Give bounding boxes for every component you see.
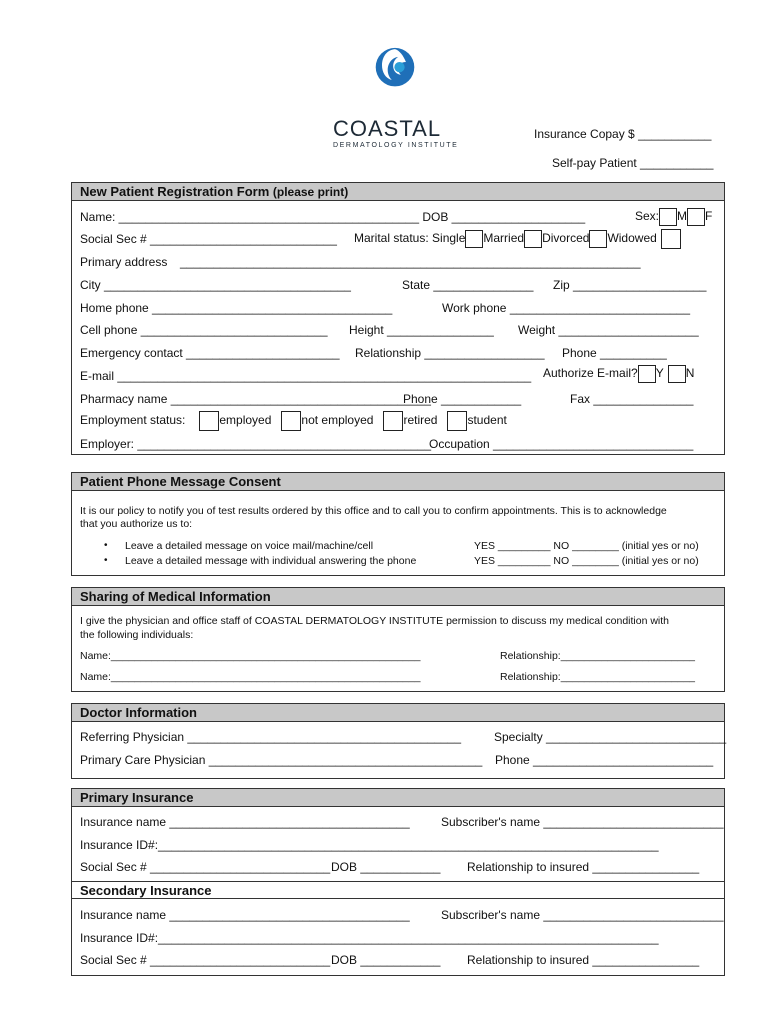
secondary-subscriber-field[interactable]: Subscriber's name ___________________________	[441, 908, 724, 922]
home-phone-field[interactable]: Home phone ____________________________________	[80, 301, 393, 315]
sharing-paragraph-line1: I give the physician and office staff of COASTAL DERMATOLOGY INSTITUTE permission to discuss my medical condition with	[80, 615, 670, 627]
marital-label: Marital status: Single	[354, 231, 466, 246]
widowed-label: Widowed	[607, 231, 657, 246]
logo-subtitle: DERMATOLOGY INSTITUTE	[333, 142, 459, 149]
authorize-email-label: Authorize E-mail?	[543, 366, 638, 381]
authorize-email-group	[543, 365, 694, 383]
occupation-field[interactable]: Occupation ______________________________	[429, 437, 694, 451]
coastal-logo-mark	[330, 44, 460, 116]
zip-field[interactable]: Zip ____________________	[553, 278, 707, 292]
sharing-section	[71, 587, 725, 692]
sharing-name-field-2[interactable]: Name:_____________________________________________________	[80, 671, 421, 683]
retired-checkbox[interactable]	[383, 411, 403, 431]
pharmacy-name-field[interactable]: Pharmacy name _______________________________________	[80, 392, 431, 406]
retired-label: retired	[403, 413, 438, 428]
student-checkbox[interactable]	[447, 411, 467, 431]
height-field[interactable]: Height ________________	[349, 323, 494, 337]
student-label: student	[467, 413, 507, 428]
name-dob-field[interactable]: Name: _____________________________________________ DOB ____________________	[80, 210, 586, 224]
doctor-phone-field[interactable]: Phone ___________________________	[495, 753, 714, 767]
married-checkbox[interactable]	[524, 230, 542, 248]
secondary-relationship-field[interactable]: Relationship to insured ________________	[467, 953, 700, 967]
single-checkbox[interactable]	[465, 230, 483, 248]
logo-name: COASTAL	[333, 116, 442, 141]
cell-phone-field[interactable]: Cell phone ____________________________	[80, 323, 328, 337]
employed-label: employed	[219, 413, 272, 428]
primary-dob-field[interactable]: DOB ____________	[331, 860, 441, 874]
primary-insurance-name-field[interactable]: Insurance name ____________________________________	[80, 815, 410, 829]
consent-paragraph-line1: It is our policy to notify you of test results ordered by this office and to call you to confirm appointments. This is to acknowledge	[80, 505, 667, 517]
sharing-title: Sharing of Medical Information	[72, 588, 724, 606]
weight-field[interactable]: Weight _____________________	[518, 323, 699, 337]
primary-insurance-title: Primary Insurance	[72, 789, 724, 807]
registration-title-note: (please print)	[272, 185, 349, 199]
consent-paragraph-line2: that you authorize us to:	[80, 518, 193, 530]
sex-label: Sex:	[635, 209, 660, 224]
emergency-contact-field[interactable]: Emergency contact _______________________	[80, 346, 340, 360]
primary-relationship-field[interactable]: Relationship to insured ________________	[467, 860, 700, 874]
sharing-paragraph-line2: the following individuals:	[80, 629, 194, 641]
divorced-label: Divorced	[542, 231, 590, 246]
sex-f-label: F	[705, 209, 713, 224]
married-label: Married	[483, 231, 525, 246]
authorize-no-checkbox[interactable]	[668, 365, 686, 383]
consent-option-voicemail: Leave a detailed message on voice mail/machine/cell	[125, 540, 374, 552]
doctor-title: Doctor Information	[72, 704, 724, 722]
consent-option-individual: Leave a detailed message with individual answering the phone	[125, 555, 417, 567]
not-employed-label: not employed	[301, 413, 374, 428]
address-label: Primary address	[80, 255, 168, 269]
secondary-insurance-name-field[interactable]: Insurance name ____________________________________	[80, 908, 410, 922]
employed-checkbox[interactable]	[199, 411, 219, 431]
primary-ssn-field[interactable]: Social Sec # ___________________________	[80, 860, 331, 874]
referring-physician-field[interactable]: Referring Physician _________________________________________	[80, 730, 462, 744]
sharing-name-field-1[interactable]: Name:_____________________________________________________	[80, 650, 421, 662]
work-phone-field[interactable]: Work phone ___________________________	[442, 301, 691, 315]
primary-insurance-id-field[interactable]: Insurance ID#:___________________________________________________________________________	[80, 838, 659, 852]
doctor-section	[71, 703, 725, 779]
authorize-yes-label: Y	[655, 366, 664, 381]
state-field[interactable]: State _______________	[402, 278, 534, 292]
registration-section	[71, 182, 725, 455]
sex-m-label: M	[677, 209, 688, 224]
address-field[interactable]: _____________________________________________________________________	[180, 255, 641, 269]
divorced-checkbox[interactable]	[589, 230, 607, 248]
email-field[interactable]: E-mail ______________________________________________________________	[80, 369, 532, 383]
phone-consent-section	[71, 472, 725, 576]
primary-subscriber-field[interactable]: Subscriber's name ___________________________	[441, 815, 724, 829]
employment-status-group	[80, 411, 507, 431]
sex-m-checkbox[interactable]	[659, 208, 677, 226]
authorize-yes-checkbox[interactable]	[638, 365, 656, 383]
marital-group	[354, 229, 681, 249]
bullet-dot: •	[104, 540, 108, 551]
bullet-dot: •	[104, 555, 108, 566]
emergency-phone-field[interactable]: Phone __________	[562, 346, 667, 360]
ssn-field[interactable]: Social Sec # ____________________________	[80, 232, 337, 246]
sex-f-checkbox[interactable]	[687, 208, 705, 226]
employer-field[interactable]: Employer: ____________________________________________	[80, 437, 431, 451]
sex-group	[635, 208, 712, 226]
consent-individual-initials[interactable]: YES _________ NO ________ (initial yes or no)	[474, 555, 699, 567]
primary-care-physician-field[interactable]: Primary Care Physician _________________________________________	[80, 753, 483, 767]
phone-consent-title: Patient Phone Message Consent	[72, 473, 724, 491]
registration-header	[72, 183, 724, 201]
insurance-copay-field[interactable]: Insurance Copay $ ___________	[534, 127, 712, 141]
consent-voicemail-initials[interactable]: YES _________ NO ________ (initial yes or no)	[474, 540, 699, 552]
relationship-field[interactable]: Relationship __________________	[355, 346, 545, 360]
pharmacy-fax-field[interactable]: Fax _______________	[570, 392, 694, 406]
registration-title: New Patient Registration Form	[80, 184, 270, 199]
pharmacy-phone-field[interactable]: Phone ____________	[403, 392, 522, 406]
secondary-insurance-id-field[interactable]: Insurance ID#:___________________________________________________________________________	[80, 931, 659, 945]
not-employed-checkbox[interactable]	[281, 411, 301, 431]
insurance-section	[71, 788, 725, 976]
sharing-relationship-field-2[interactable]: Relationship:_______________________	[500, 671, 696, 683]
authorize-no-label: N	[685, 366, 695, 381]
widowed-checkbox[interactable]	[661, 229, 681, 249]
secondary-insurance-title: Secondary Insurance	[72, 881, 724, 899]
secondary-ssn-field[interactable]: Social Sec # ___________________________	[80, 953, 331, 967]
secondary-dob-field[interactable]: DOB ____________	[331, 953, 441, 967]
city-field[interactable]: City _____________________________________	[80, 278, 351, 292]
specialty-field[interactable]: Specialty ___________________________	[494, 730, 727, 744]
sharing-relationship-field-1[interactable]: Relationship:_______________________	[500, 650, 696, 662]
employment-status-label: Employment status:	[80, 413, 186, 428]
self-pay-field[interactable]: Self-pay Patient ___________	[552, 156, 714, 170]
